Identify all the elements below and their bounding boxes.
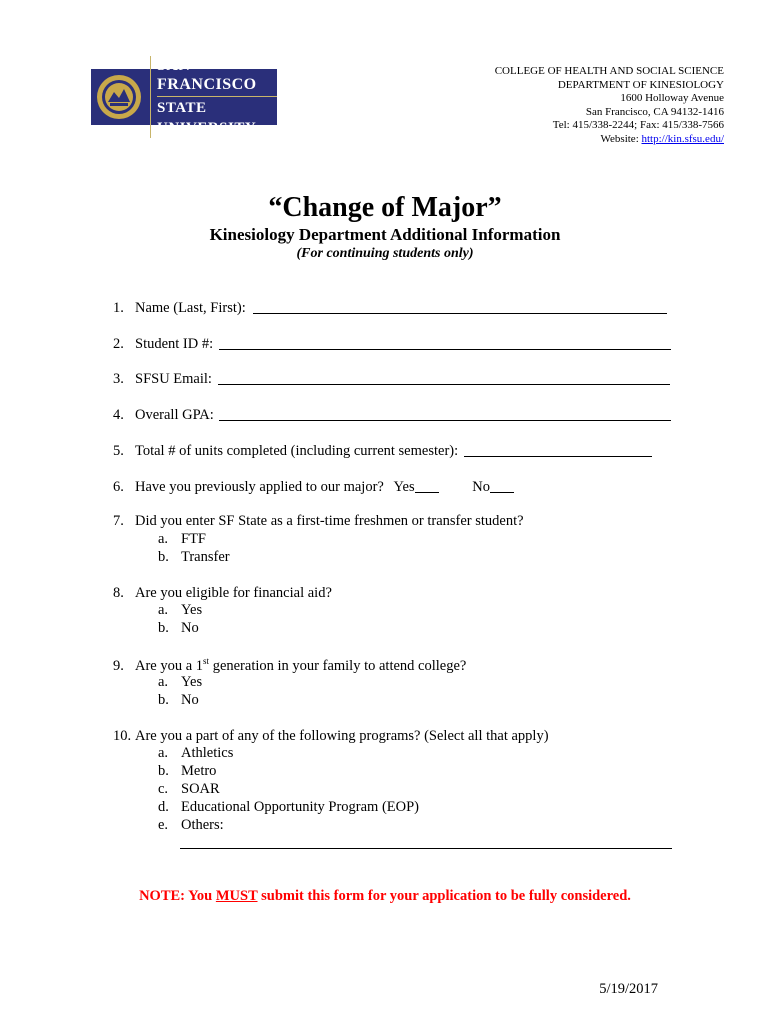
question-2: [113, 335, 671, 353]
university-seal-icon: [96, 74, 142, 120]
question-text-end: generation in your family to attend college?: [209, 657, 467, 674]
option-letter: b.: [158, 549, 169, 565]
question-number: 4.: [113, 407, 124, 423]
department-address-block: [495, 65, 724, 146]
option-label: SOAR: [181, 781, 220, 797]
website-link[interactable]: http://kin.sfsu.edu/: [641, 132, 724, 145]
question-5: [113, 442, 652, 460]
others-field[interactable]: [180, 848, 672, 849]
logo-name-line1: SAN FRANCISCO: [157, 56, 277, 97]
page-subnote: (For continuing students only): [296, 246, 474, 261]
option-label: Others:: [181, 817, 224, 833]
question-text: Student ID #:: [135, 336, 214, 352]
question-text: SFSU Email:: [135, 371, 212, 387]
logo-name-line2: STATE UNIVERSITY: [157, 100, 257, 136]
name-field[interactable]: [253, 299, 667, 314]
form-date: 5/19/2017: [599, 981, 658, 997]
question-number: 2.: [113, 336, 124, 352]
note-prefix: NOTE: You: [139, 888, 216, 904]
question-9: [113, 656, 466, 675]
question-number: 9.: [113, 657, 124, 674]
option-eop[interactable]: [158, 799, 419, 816]
question-8: [113, 585, 332, 602]
department-name: DEPARTMENT OF KINESIOLOGY: [557, 78, 724, 91]
question-3: [113, 370, 670, 388]
option-letter: d.: [158, 799, 169, 815]
option-label: Transfer: [181, 549, 230, 565]
question-4: [113, 406, 671, 424]
question-7: [113, 513, 524, 530]
no-label: No: [472, 479, 490, 495]
option-label: Educational Opportunity Program (EOP): [181, 799, 419, 815]
option-letter: b.: [158, 692, 169, 708]
question-text-start: Are you a 1: [135, 657, 204, 674]
page-title: “Change of Major”: [268, 192, 502, 223]
page-subtitle: Kinesiology Department Additional Information: [209, 225, 561, 244]
option-label: No: [181, 620, 199, 636]
option-label: No: [181, 692, 199, 708]
yes-blank[interactable]: [415, 478, 439, 493]
phone-fax: Tel: 415/338-2244; Fax: 415/338-7566: [552, 119, 724, 131]
question-number: 8.: [113, 585, 124, 601]
option-transfer[interactable]: [158, 549, 230, 566]
overall-gpa-field[interactable]: [219, 406, 671, 421]
superscript-st: st: [203, 656, 210, 666]
option-yes[interactable]: [158, 674, 202, 691]
university-logo: [91, 57, 277, 136]
option-letter: b.: [158, 620, 169, 636]
question-number: 3.: [113, 371, 124, 387]
option-letter: a.: [158, 602, 169, 618]
sfsu-email-field[interactable]: [218, 370, 670, 385]
question-text: Are you a part of any of the following programs? (Select all that apply): [135, 728, 549, 744]
question-number: 7.: [113, 513, 124, 529]
street-address: 1600 Holloway Avenue: [620, 92, 724, 104]
option-athletics[interactable]: [158, 745, 233, 762]
option-label: Yes: [181, 674, 203, 690]
question-1: [113, 299, 667, 317]
option-label: Athletics: [181, 745, 234, 761]
option-soar[interactable]: [158, 781, 220, 798]
question-number: 10.: [113, 728, 132, 744]
option-no[interactable]: [158, 692, 199, 709]
option-letter: b.: [158, 763, 169, 779]
note-suffix: submit this form for your application to be fully considered.: [257, 888, 631, 904]
option-letter: e.: [158, 817, 169, 833]
note-emphasis: MUST: [215, 888, 258, 904]
units-completed-field[interactable]: [464, 442, 652, 457]
website-label: Website:: [600, 132, 642, 145]
question-text: Overall GPA:: [135, 407, 214, 423]
option-letter: c.: [158, 781, 169, 797]
option-label: FTF: [181, 531, 206, 547]
student-id-field[interactable]: [219, 335, 671, 350]
question-text: Total # of units completed (including current semester):: [135, 443, 459, 459]
question-text: Name (Last, First):: [135, 300, 246, 316]
option-letter: a.: [158, 674, 169, 690]
option-label: Yes: [181, 602, 203, 618]
option-no[interactable]: [158, 620, 199, 637]
question-6: [113, 478, 514, 496]
city-address: San Francisco, CA 94132-1416: [585, 105, 724, 118]
option-letter: a.: [158, 745, 169, 761]
question-10: [113, 728, 549, 745]
question-text: Have you previously applied to our major?: [135, 479, 384, 495]
yes-label: Yes: [393, 479, 415, 495]
question-number: 1.: [113, 300, 124, 316]
no-blank[interactable]: [490, 478, 514, 493]
option-yes[interactable]: [158, 602, 202, 619]
option-others[interactable]: [158, 817, 224, 834]
option-letter: a.: [158, 531, 169, 547]
option-label: Metro: [181, 763, 217, 779]
question-text: Did you enter SF State as a first-time freshmen or transfer student?: [135, 513, 524, 529]
submission-note: [0, 888, 770, 905]
option-metro[interactable]: [158, 763, 216, 780]
option-ftf[interactable]: [158, 531, 206, 548]
college-name: COLLEGE OF HEALTH AND SOCIAL SCIENCE: [494, 65, 724, 77]
question-number: 6.: [113, 479, 124, 495]
question-text: Are you eligible for financial aid?: [135, 585, 332, 601]
question-number: 5.: [113, 443, 124, 459]
website-line: [495, 133, 724, 147]
